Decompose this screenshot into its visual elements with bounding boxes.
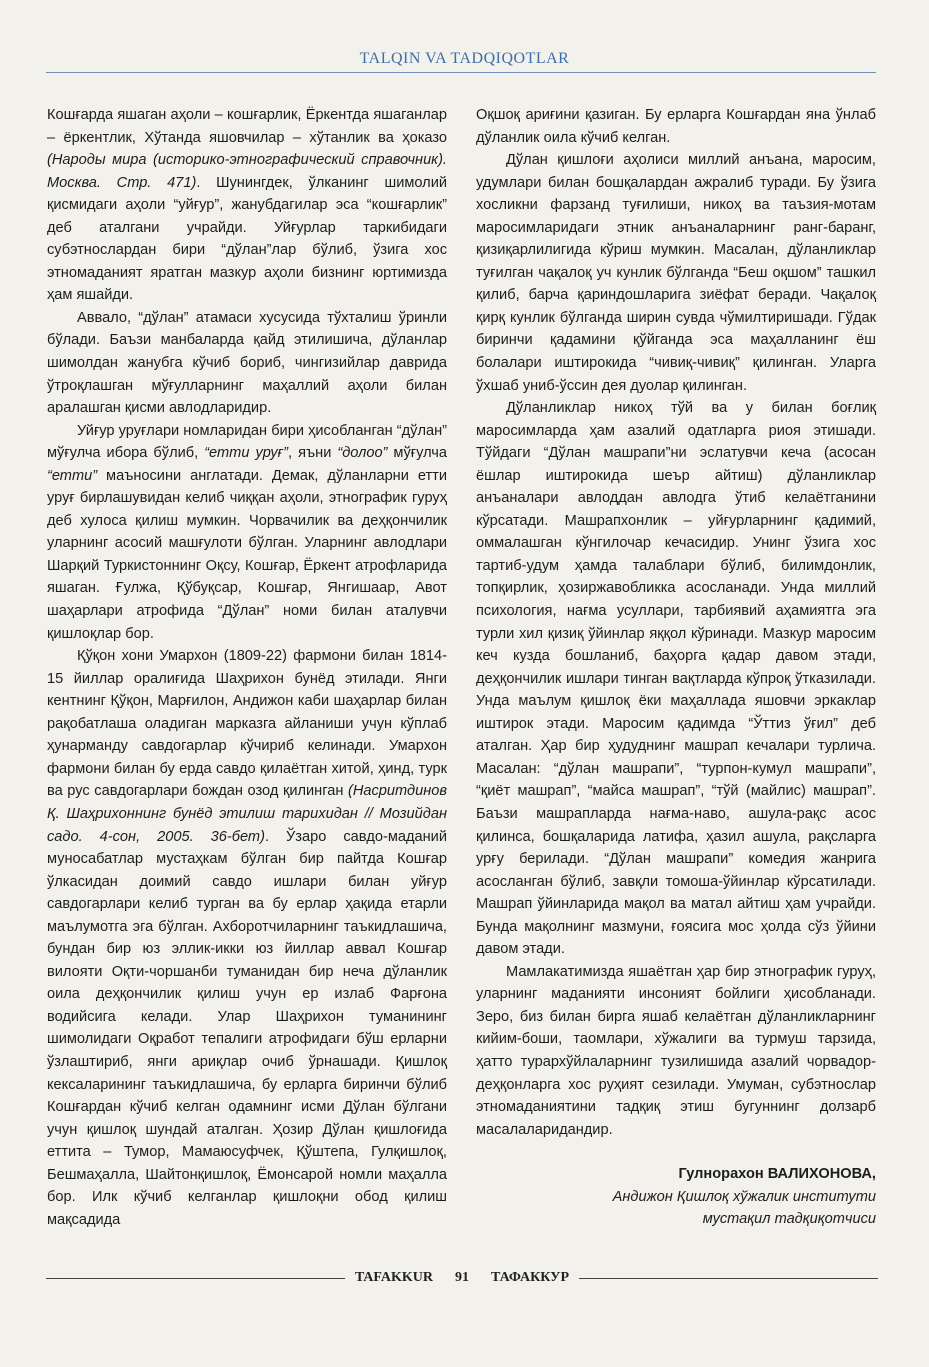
- text: Кошғарда яшаган аҳоли – кошғарлик, Ёркентда яшаганлар – ёркентлик, Хўтанда яшовчилар – хўтанлик ва ҳоказо: [47, 107, 447, 146]
- page-number: 91: [455, 1270, 470, 1285]
- paragraph: [47, 645, 447, 1231]
- footer-rule-right: [579, 1278, 878, 1279]
- paragraph: [47, 420, 447, 645]
- page-footer: [46, 1267, 878, 1289]
- author-name: Гулнорахон ВАЛИХОНОВА,: [678, 1166, 876, 1183]
- left-column: [47, 104, 447, 1231]
- text: маъносини англатади. Демак, дўланларни етти уруғ бирлашувидан келиб чиққан аҳоли, этнографик гуруҳ деб хулоса қилиш мумкин. Чорвачилик ва деҳқончилик уларнинг асосий машғулоти бўлган. Уларнинг авлодлари Шарқий Туркистоннинг Оқсу, Кошғар, Ёркент атрофларида яшаган. Ғулжа, Қўбуқсар, Кошғар, Янгишаар, Авот шаҳарлари атрофида “Дўлан” номи билан аталувчи қишлоқлар бор.: [47, 467, 447, 642]
- paragraph: Мамлакатимизда яшаётган ҳар бир этнографик гуруҳ, уларнинг маданияти инсоният бойлиги ҳисобланади. Зеро, биз билан бирга яшаб келаётган дўланликларнинг кийим-боши, таомлари, хўжалиги ва турмуш тарзида, ҳатто турархўйлаларнинг тузилишида азалий чорвадор-деҳқонларга хос руҳият сезилади. Умуман, субэтнослар этномаданиятини тадқиқ этиш бугуннинг долзарб масалаларидандир.: [476, 963, 876, 1138]
- author-position: мустақил тадқиқотчиси: [702, 1211, 876, 1228]
- header-rule: [46, 72, 876, 73]
- italic-term: “долоо”: [337, 445, 388, 462]
- citation: (Народы мира (историко-этнографический справочник). Москва. Стр. 471): [47, 152, 447, 191]
- paragraph: Дўлан қишлоғи аҳолиси миллий анъана, маросим, удумлари билан бошқалардан ажралиб туради. Бу ўзига хосликни фарзанд туғилиши, никоҳ ва таъзия-мотам маросимларидаги этник анъаналарнинг ранг-баранг, қизиқарлилигида кўриш мумкин. Масалан, дўланликлар туғилган чақалоқ уч кунлик бўлганда “Беш оқшом” ташкил қилиб, барча қариндошларига зиёфат беради. Чақалоқ қирқ кунлик бўлганда ширин сувда чўмилтиришади. Гўдак биринчи қадамини қўйганда эса маҳалланинг ёш болалари иштирокида “чивиқ-чивиқ” қилинган. Уларга ўхшаб униб-ўссин дея дуолар қилинган.: [476, 152, 876, 394]
- right-column: [476, 104, 876, 1231]
- footer-rule-left: [46, 1278, 345, 1279]
- footer-journal-cyrillic: ТАФАККУР: [491, 1270, 570, 1285]
- paragraph: Дўланликлар никоҳ тўй ва у билан боғлиқ маросимларда ҳам азалий одатларга риоя этишади. Тўйдаги “Дўлан машрапи”ни эслатувчи кеча (асосан ёшлар иштирокида шеър айтиш) дўланликлар анъаналари авлоддан авлодга ўтиб келаётганини кўрсатади. Машрапхонлик – уйғурларнинг қадимий, оммалашган кўнгилочар кечасидир. Унинг ўзига хос тартиб-удум ҳамда талаблари бўлиб, билимдонлик, топқирлик, ҳозиржавобликка асосланади. Унда миллий психология, нағма усуллари, тарбиявий аҳамиятга эга турли хил қизиқ ўйинлар яққол кўринади. Мазкур маросим кеч кузда бошланиб, баҳорга қадар давом этади, деҳқончилик ишлари тинган вақтларда кўпроқ ўтказилади. Унда маълум қишлоқ ёки маҳаллада яшовчи эркаклар иштирок этади. Маросим қадимда “Ўттиз ўғил” деб аталган. Ҳар бир ҳудуднинг машрап кечалари турлича. Масалан: “дўлан машрапи”, “турпон-кумул машрапи”, “қиёт машрап”, “майса машрап”, “тўй (майлис) машрап”. Баъзи машрапларда нағма-наво, ашула-рақс асос қилинса, бошқаларида латифа, ҳазил ашула, рақсларга урғу берилади. “Дўлан машрапи” комедия жанрига асосланган бўлиб, завқли томоша-ўйинлар кўрсатилади. Машрап ўйинларида мақол ва матал айтиш ҳам учрайди. Бунда мақолнинг мазмуни, ғоясига мос ҳолда сўз ўйини давом этади.: [476, 400, 876, 958]
- footer-journal-latin: TAFAKKUR: [354, 1270, 434, 1285]
- paragraph: Аввало, “дўлан” атамаси хусусида тўхталиш ўринли бўлади. Баъзи манбаларда қайд этилишича, дўланлар шимолдан жанубга кўчиб бориб, чингизийлар даврида ўтроқлашган мўғулларнинг маҳаллий аҳоли билан аралашган қисми авлодларидир.: [47, 309, 447, 417]
- citation: (Насритдинов Қ. Шаҳрихоннинг бунёд этилиш тарихидан // Мозийдан садо. 4-сон, 2005. 36-бет): [47, 783, 447, 845]
- italic-term: “етти уруғ”: [204, 445, 289, 462]
- paragraph: Оқшоқ ариғини қазиган. Бу ерларга Кошғардан яна ўнлаб дўланлик оила кўчиб келган.: [476, 107, 876, 146]
- text: Уйғур уруғлари номларидан бири ҳисобланган “дўлан” мўғулча ибора бўлиб,: [47, 422, 447, 462]
- author-signature: [476, 1163, 876, 1231]
- author-affiliation: Андижон Қишлоқ хўжалик институти: [612, 1188, 876, 1205]
- paragraph: [47, 104, 447, 307]
- text: , яъни: [288, 445, 338, 462]
- italic-term: “етти”: [47, 467, 98, 484]
- text: . Шунингдек, ўлканинг шимолий қисмидаги аҳоли “уйғур”, жанубдагилар эса “кошғарлик” деб аталгани учрайди. Уйғурлар таркибидаги субэтнослардан бири “дўлан”лар бўлиб, ўзига хос этномаданият яратган мазкур аҳоли бизнинг юртимизда ҳам яшайди.: [47, 174, 447, 304]
- text: Қўқон хони Умархон (1809-22) фармони билан 1814-15 йиллар оралиғида Шаҳрихон бунёд этилади. Янги кентнинг Қўқон, Марғилон, Андижон каби шаҳарлар билан рақобатлаша оладиган марказга айланиши учун кўплаб ҳунарманду савдогарлар кўчириб келинади. Умархон фармони билан бу ерда савдо қилаётган хитой, ҳинд, турк ва рус савдогарлари бождан озод қилинган: [47, 648, 447, 800]
- text: мўғулча: [387, 445, 447, 462]
- running-header: TALQIN VA TADQIQOTLAR: [359, 50, 570, 67]
- text: . Ўзаро савдо-маданий муносабатлар мустаҳкам бўлган бир пайтда Кошғар ўлкасидан доимий савдо ишлари билан уйғур савдогарлари келиб турган ва бу ерлар ҳақида етарли маълумотга эга бўлган. Ахборотчиларнинг таъкидлашича, бундан бир юз эллик-икки юз йиллар аввал Кошғар вилояти Оқти-чоршанби туманидан бир неча дўланлик оила деҳқончилик қилиш учун ер излаб Фарғона водийсига келади. Улар Шаҳрихон туманининг шимолидаги Оқработ тепалиги атрофидаги бўш ерларни ўзлаштириб, янги ариқлар очиб ўрнашади. Қишлоқ кексаларининг таъкидлашича, бу ерларга биринчи бўлиб Кошғардан кўчиб келган одамнинг исми Дўлан бўлгани учун қишлоқ шундай аталган. Ҳозир Дўлан қишлоғида еттита – Тумор, Мамаюсуфчек, Қўштепа, Гулқишлоқ, Бешмаҳалла, Шайтонқишлоқ, Ёмонсарой номли маҳалла бор. Илк кўчиб келганлар қишлоқни обод қилиш мақсадида: [47, 828, 447, 1228]
